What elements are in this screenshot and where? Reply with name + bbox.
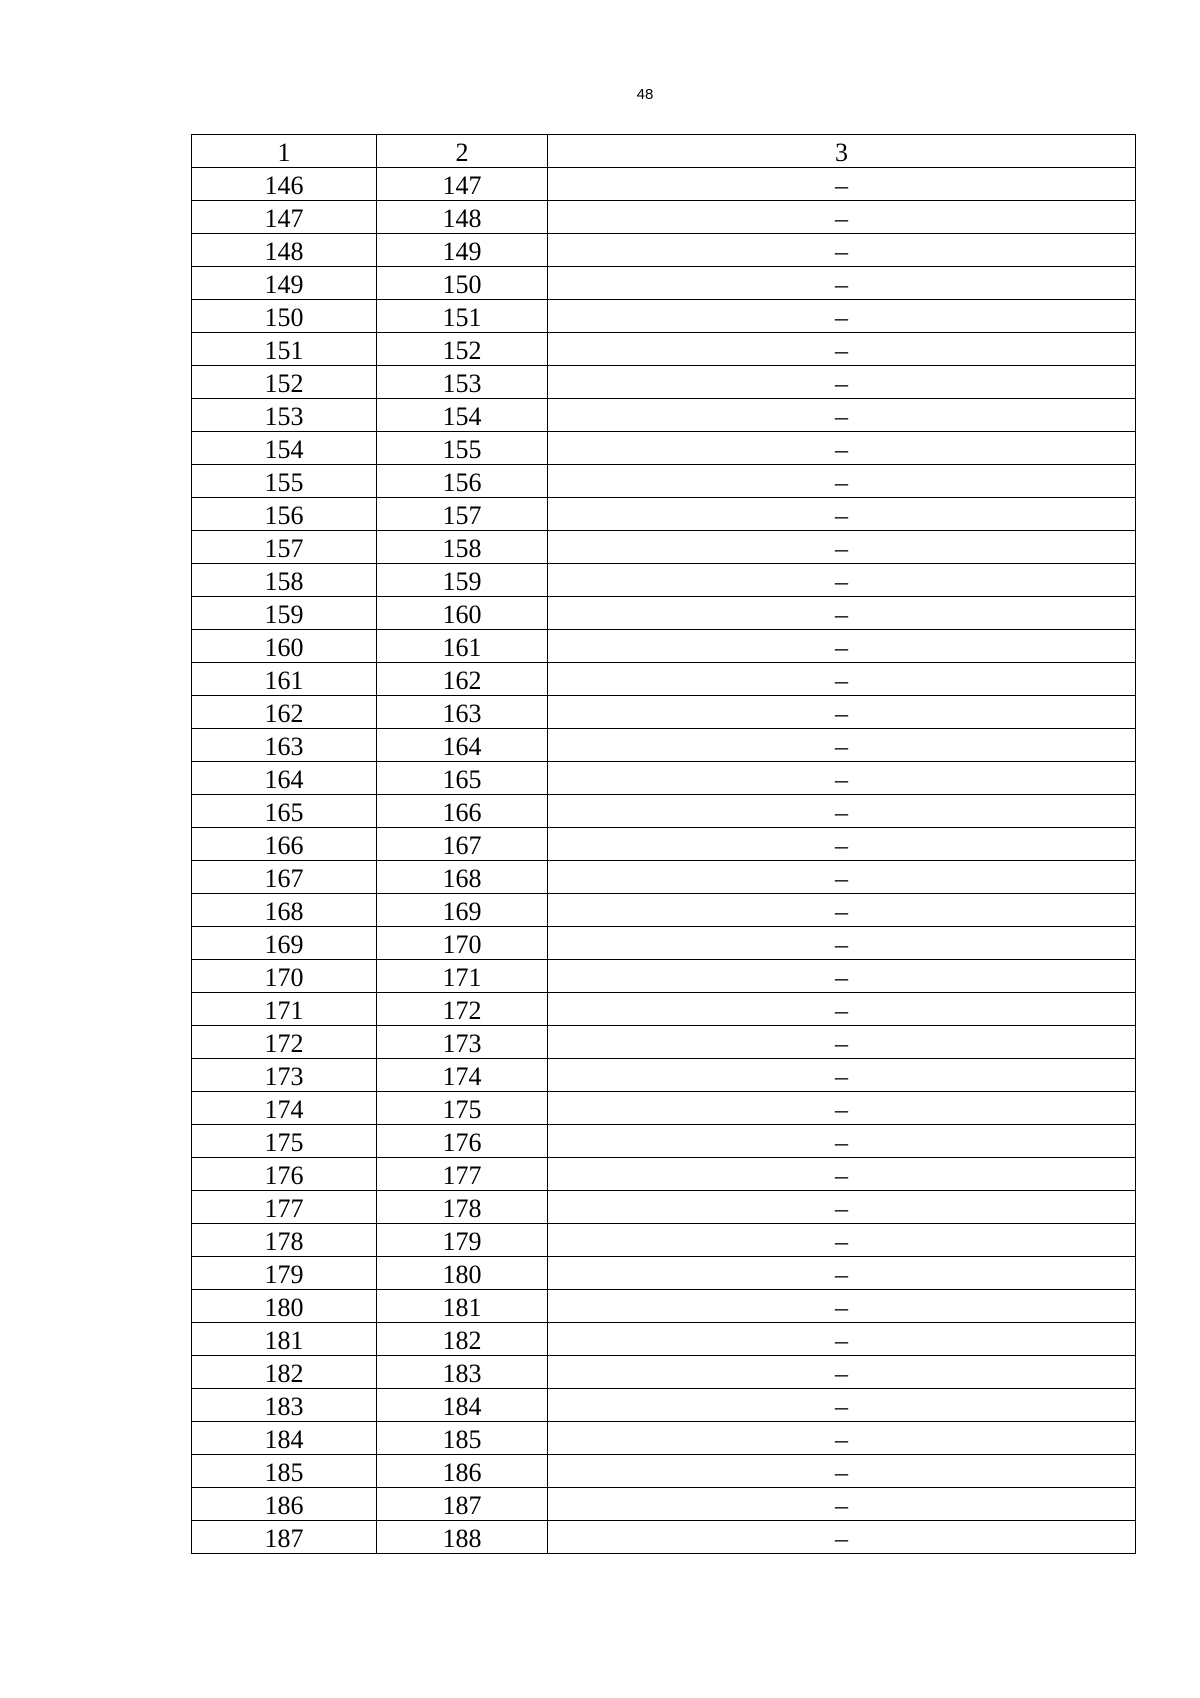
table-cell-col3: – xyxy=(548,1026,1136,1059)
table-row xyxy=(192,861,1136,894)
table-cell-col1: 158 xyxy=(192,564,377,597)
table-cell-col3: – xyxy=(548,927,1136,960)
table-cell-col1: 162 xyxy=(192,696,377,729)
table-row xyxy=(192,1191,1136,1224)
table-cell-col1: 165 xyxy=(192,795,377,828)
table-row xyxy=(192,1257,1136,1290)
table-cell-col3: – xyxy=(548,366,1136,399)
table-row xyxy=(192,267,1136,300)
table-cell-col2: 153 xyxy=(377,366,548,399)
table-cell-col2: 174 xyxy=(377,1059,548,1092)
table-cell-col1: 147 xyxy=(192,201,377,234)
table-cell-col3: – xyxy=(548,795,1136,828)
header-cell-2: 2 xyxy=(377,135,548,168)
table-row xyxy=(192,366,1136,399)
table-cell-col2: 169 xyxy=(377,894,548,927)
table-cell-col3: – xyxy=(548,432,1136,465)
table-cell-col2: 163 xyxy=(377,696,548,729)
table-row xyxy=(192,1455,1136,1488)
table-cell-col2: 164 xyxy=(377,729,548,762)
table-row xyxy=(192,201,1136,234)
table-cell-col2: 162 xyxy=(377,663,548,696)
table-cell-col3: – xyxy=(548,894,1136,927)
table-cell-col2: 181 xyxy=(377,1290,548,1323)
table-row xyxy=(192,300,1136,333)
table-cell-col3: – xyxy=(548,498,1136,531)
table-cell-col2: 167 xyxy=(377,828,548,861)
table-cell-col2: 148 xyxy=(377,201,548,234)
table-row xyxy=(192,1356,1136,1389)
table-row xyxy=(192,564,1136,597)
table-cell-col2: 186 xyxy=(377,1455,548,1488)
table-row xyxy=(192,630,1136,663)
table-cell-col3: – xyxy=(548,531,1136,564)
table-cell-col2: 168 xyxy=(377,861,548,894)
table-cell-col2: 161 xyxy=(377,630,548,663)
table-cell-col2: 184 xyxy=(377,1389,548,1422)
table-cell-col1: 149 xyxy=(192,267,377,300)
table-cell-col1: 161 xyxy=(192,663,377,696)
table-row xyxy=(192,894,1136,927)
table-cell-col2: 158 xyxy=(377,531,548,564)
table-cell-col2: 157 xyxy=(377,498,548,531)
table-cell-col1: 187 xyxy=(192,1521,377,1554)
table-cell-col1: 146 xyxy=(192,168,377,201)
table-cell-col3: – xyxy=(548,168,1136,201)
table-cell-col3: – xyxy=(548,1224,1136,1257)
table-cell-col1: 172 xyxy=(192,1026,377,1059)
table-cell-col3: – xyxy=(548,201,1136,234)
table-row xyxy=(192,432,1136,465)
table-cell-col3: – xyxy=(548,1488,1136,1521)
table-cell-col3: – xyxy=(548,1191,1136,1224)
table-cell-col1: 167 xyxy=(192,861,377,894)
table-cell-col1: 163 xyxy=(192,729,377,762)
table-cell-col1: 148 xyxy=(192,234,377,267)
table-cell-col1: 170 xyxy=(192,960,377,993)
table-body xyxy=(192,168,1136,1554)
table-row xyxy=(192,1059,1136,1092)
table-cell-col3: – xyxy=(548,663,1136,696)
table-cell-col1: 177 xyxy=(192,1191,377,1224)
table-row xyxy=(192,1422,1136,1455)
table-row xyxy=(192,927,1136,960)
table-row xyxy=(192,1026,1136,1059)
table-cell-col3: – xyxy=(548,300,1136,333)
table-row xyxy=(192,828,1136,861)
table-cell-col1: 185 xyxy=(192,1455,377,1488)
header-cell-1: 1 xyxy=(192,135,377,168)
table-cell-col2: 172 xyxy=(377,993,548,1026)
table-cell-col1: 174 xyxy=(192,1092,377,1125)
table-cell-col3: – xyxy=(548,1290,1136,1323)
table-cell-col2: 149 xyxy=(377,234,548,267)
table-cell-col3: – xyxy=(548,1257,1136,1290)
table-cell-col1: 180 xyxy=(192,1290,377,1323)
table-cell-col2: 185 xyxy=(377,1422,548,1455)
header-cell-3: 3 xyxy=(548,135,1136,168)
table-cell-col2: 179 xyxy=(377,1224,548,1257)
table-cell-col2: 188 xyxy=(377,1521,548,1554)
table-cell-col1: 186 xyxy=(192,1488,377,1521)
table-row xyxy=(192,465,1136,498)
table-cell-col3: – xyxy=(548,729,1136,762)
table-row xyxy=(192,399,1136,432)
table-cell-col2: 166 xyxy=(377,795,548,828)
data-table xyxy=(191,134,1136,1554)
table-cell-col2: 171 xyxy=(377,960,548,993)
table-cell-col3: – xyxy=(548,696,1136,729)
table-row xyxy=(192,333,1136,366)
table-row xyxy=(192,960,1136,993)
table-cell-col2: 187 xyxy=(377,1488,548,1521)
table-cell-col1: 184 xyxy=(192,1422,377,1455)
table-cell-col3: – xyxy=(548,267,1136,300)
table-cell-col3: – xyxy=(548,762,1136,795)
table-cell-col1: 168 xyxy=(192,894,377,927)
table-cell-col1: 154 xyxy=(192,432,377,465)
table-cell-col2: 176 xyxy=(377,1125,548,1158)
table-row xyxy=(192,663,1136,696)
table-row xyxy=(192,696,1136,729)
table-cell-col2: 154 xyxy=(377,399,548,432)
table-cell-col3: – xyxy=(548,861,1136,894)
table-row xyxy=(192,1290,1136,1323)
table-cell-col1: 160 xyxy=(192,630,377,663)
table-cell-col2: 178 xyxy=(377,1191,548,1224)
table-cell-col3: – xyxy=(548,597,1136,630)
table-cell-col3: – xyxy=(548,993,1136,1026)
table-cell-col1: 181 xyxy=(192,1323,377,1356)
table-cell-col2: 183 xyxy=(377,1356,548,1389)
table-cell-col2: 160 xyxy=(377,597,548,630)
table-cell-col2: 165 xyxy=(377,762,548,795)
table-row xyxy=(192,762,1136,795)
table-cell-col3: – xyxy=(548,1125,1136,1158)
table-cell-col2: 156 xyxy=(377,465,548,498)
table-cell-col1: 171 xyxy=(192,993,377,1026)
table-row xyxy=(192,1092,1136,1125)
table-cell-col1: 178 xyxy=(192,1224,377,1257)
table-cell-col3: – xyxy=(548,960,1136,993)
table-cell-col2: 155 xyxy=(377,432,548,465)
table-cell-col1: 166 xyxy=(192,828,377,861)
table-row xyxy=(192,498,1136,531)
table-row xyxy=(192,1488,1136,1521)
table-cell-col2: 147 xyxy=(377,168,548,201)
table-row xyxy=(192,1224,1136,1257)
table-cell-col2: 173 xyxy=(377,1026,548,1059)
table-row xyxy=(192,1158,1136,1191)
table-cell-col3: – xyxy=(548,1389,1136,1422)
table-cell-col1: 155 xyxy=(192,465,377,498)
table-cell-col1: 152 xyxy=(192,366,377,399)
table-row xyxy=(192,1521,1136,1554)
table-cell-col1: 164 xyxy=(192,762,377,795)
table-row xyxy=(192,795,1136,828)
table-cell-col3: – xyxy=(548,1059,1136,1092)
table-cell-col3: – xyxy=(548,564,1136,597)
table-cell-col1: 156 xyxy=(192,498,377,531)
table-row xyxy=(192,1125,1136,1158)
table-cell-col3: – xyxy=(548,234,1136,267)
table-cell-col2: 159 xyxy=(377,564,548,597)
table-row xyxy=(192,1389,1136,1422)
table-row xyxy=(192,993,1136,1026)
table-cell-col3: – xyxy=(548,630,1136,663)
table-cell-col1: 159 xyxy=(192,597,377,630)
table-row xyxy=(192,531,1136,564)
table-cell-col2: 170 xyxy=(377,927,548,960)
table-cell-col1: 157 xyxy=(192,531,377,564)
table-cell-col2: 150 xyxy=(377,267,548,300)
table-cell-col3: – xyxy=(548,828,1136,861)
table-cell-col3: – xyxy=(548,1323,1136,1356)
table-cell-col1: 169 xyxy=(192,927,377,960)
table-cell-col2: 152 xyxy=(377,333,548,366)
table-cell-col1: 176 xyxy=(192,1158,377,1191)
table-cell-col2: 175 xyxy=(377,1092,548,1125)
table-header xyxy=(192,135,1136,168)
table-cell-col1: 179 xyxy=(192,1257,377,1290)
table-cell-col3: – xyxy=(548,1422,1136,1455)
table-cell-col1: 150 xyxy=(192,300,377,333)
table-cell-col3: – xyxy=(548,1092,1136,1125)
table-cell-col3: – xyxy=(548,1521,1136,1554)
table-cell-col3: – xyxy=(548,1356,1136,1389)
table-row xyxy=(192,1323,1136,1356)
table-cell-col3: – xyxy=(548,1158,1136,1191)
table-cell-col1: 153 xyxy=(192,399,377,432)
header-row xyxy=(192,135,1136,168)
table-row xyxy=(192,729,1136,762)
table-row xyxy=(192,234,1136,267)
table-row xyxy=(192,168,1136,201)
table-cell-col2: 182 xyxy=(377,1323,548,1356)
table-cell-col2: 177 xyxy=(377,1158,548,1191)
table-cell-col3: – xyxy=(548,333,1136,366)
table-cell-col1: 182 xyxy=(192,1356,377,1389)
table-cell-col1: 151 xyxy=(192,333,377,366)
table-cell-col1: 175 xyxy=(192,1125,377,1158)
page-number: 48 xyxy=(636,86,654,103)
table-row xyxy=(192,597,1136,630)
table-cell-col1: 183 xyxy=(192,1389,377,1422)
table-cell-col2: 180 xyxy=(377,1257,548,1290)
table-cell-col3: – xyxy=(548,465,1136,498)
table-cell-col2: 151 xyxy=(377,300,548,333)
table-cell-col3: – xyxy=(548,399,1136,432)
table-cell-col1: 173 xyxy=(192,1059,377,1092)
table-cell-col3: – xyxy=(548,1455,1136,1488)
